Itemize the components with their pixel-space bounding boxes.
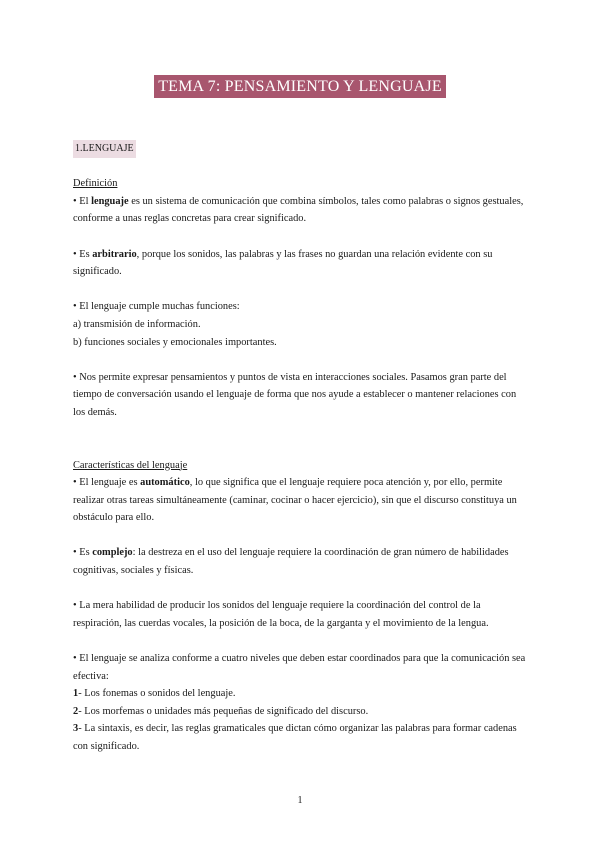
page-title: TEMA 7: PENSAMIENTO Y LENGUAJE: [154, 75, 446, 98]
caracteristicas-paragraph-1: • El lenguaje es automático, lo que significa que el lenguaje requiere poca atención y, por ello, permite realizar otras tareas simultáneamente (caminar, cocinar o hacer ejercicio), sin que el discurso constituya un obstáculo para ello.: [73, 477, 517, 524]
definicion-heading: Definición: [73, 178, 118, 190]
definicion-paragraph-3: • El lenguaje cumple muchas funciones:: [73, 301, 240, 313]
definicion-paragraph-1: • El lenguaje es un sistema de comunicación que combina símbolos, tales como palabras o signos gestuales, conforme a unas reglas concretas para crear significado.: [73, 195, 524, 225]
caracteristicas-paragraph-4: • El lenguaje se analiza conforme a cuatro niveles que deben estar coordinados para que la comunicación sea efectiva:: [73, 653, 526, 682]
page-number: 1: [297, 795, 303, 806]
title-container: [0, 75, 600, 98]
caracteristicas-paragraph-2: • Es complejo: la destreza en el uso del lenguaje requiere la coordinación de gran número de habilidades cognitivas, sociales y físicas.: [73, 547, 509, 577]
level-item-2: 2- Los morfemas o unidades más pequeñas de significado del discurso.: [73, 705, 369, 717]
definicion-list-item-b: b) funciones sociales y emocionales importantes.: [73, 336, 277, 348]
level-item-1: 1- Los fonemas o sonidos del lenguaje.: [73, 688, 236, 700]
caracteristicas-paragraph-3: • La mera habilidad de producir los sonidos del lenguaje requiere la coordinación del control de la respiración, las cuerdas vocales, la posición de la boca, de la garganta y el movimiento de la lengua.: [73, 600, 489, 629]
definicion-paragraph-4: • Nos permite expresar pensamientos y puntos de vista en interacciones sociales. Pasamos gran parte del tiempo de conversación usando el lenguaje de forma que nos ayude a establecer o mantener relaciones con los demás.: [73, 371, 517, 418]
caracteristicas-heading: Características del lenguaje: [73, 459, 188, 471]
document-body: [73, 140, 528, 756]
definicion-paragraph-2: • Es arbitrario, porque los sonidos, las palabras y las frases no guardan una relación evidente con su significado.: [73, 248, 493, 278]
level-item-3: 3- La sintaxis, es decir, las reglas gramaticales que dictan cómo organizar las palabras para formar cadenas con significado.: [73, 723, 517, 752]
definicion-list-item-a: a) transmisión de información.: [73, 318, 201, 330]
section-heading: 1.LENGUAJE: [73, 140, 136, 158]
